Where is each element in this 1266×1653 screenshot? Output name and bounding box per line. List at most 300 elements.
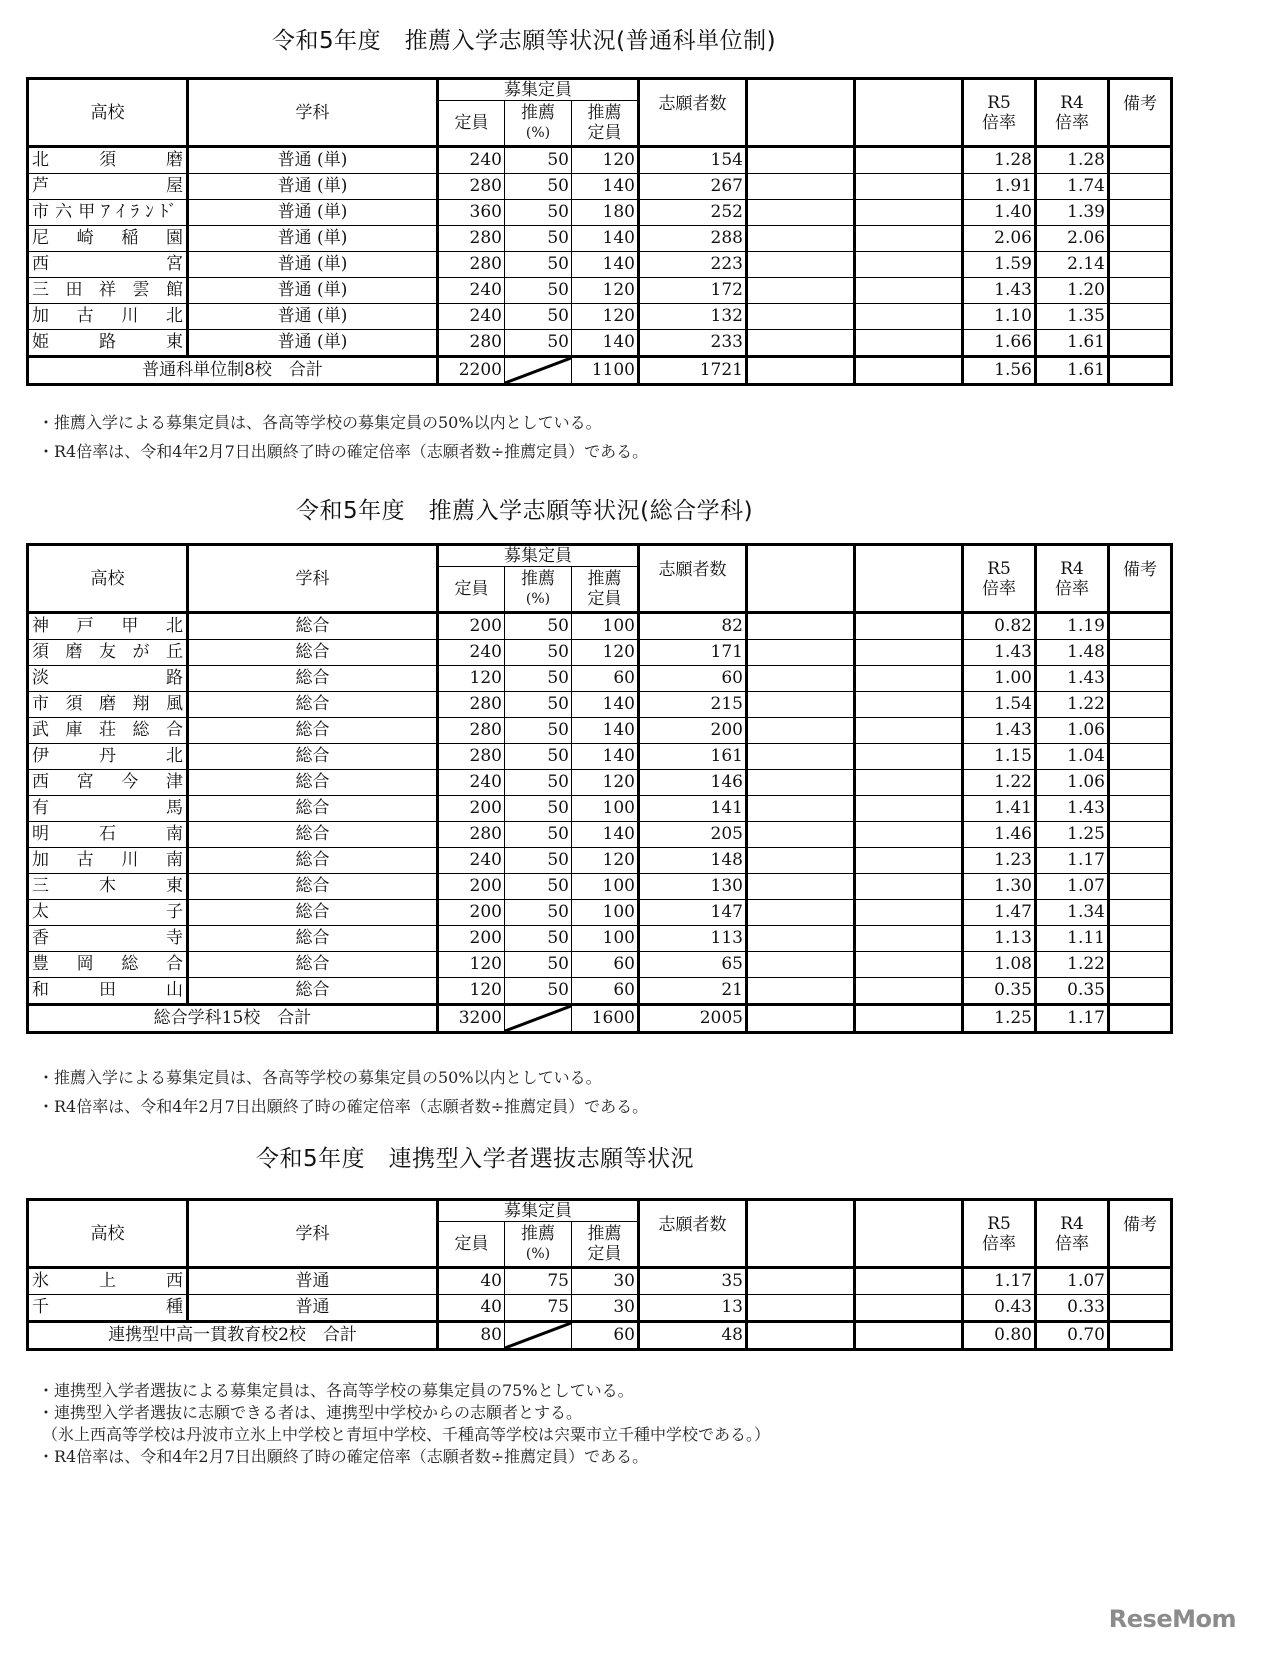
r5-ratio-value: 1.59	[963, 252, 1036, 278]
dept-name: 総合	[188, 848, 438, 874]
blank-cell	[855, 744, 963, 770]
header-school: 高校	[28, 545, 188, 613]
header-capacity: 定員	[438, 567, 505, 613]
school-name: 氷上西	[28, 1268, 188, 1295]
total-r4-ratio: 1.61	[1036, 357, 1109, 385]
total-row	[28, 1322, 1172, 1350]
blank-cell	[747, 744, 855, 770]
applicants-value: 141	[639, 796, 747, 822]
blank-cell	[747, 174, 855, 200]
table-row	[28, 978, 1172, 1005]
r5-ratio-value: 1.10	[963, 304, 1036, 330]
remarks-value	[1109, 330, 1172, 357]
remarks-value	[1109, 147, 1172, 174]
applicants-value: 13	[639, 1295, 747, 1322]
table-row	[28, 796, 1172, 822]
total-remarks	[1109, 357, 1172, 385]
table-row	[28, 744, 1172, 770]
dept-name: 総合	[188, 666, 438, 692]
rec-cap-value: 140	[572, 252, 639, 278]
applicants-value: 148	[639, 848, 747, 874]
rec-cap-value: 140	[572, 718, 639, 744]
r5-ratio-value: 1.43	[963, 718, 1036, 744]
r5-ratio-value: 1.91	[963, 174, 1036, 200]
rec-pct-value: 50	[505, 226, 572, 252]
remarks-value	[1109, 692, 1172, 718]
blank-cell	[747, 952, 855, 978]
r4-ratio-value: 2.06	[1036, 226, 1109, 252]
header-rec-cap: 推薦 定員	[572, 1222, 639, 1268]
school-name: 武庫荘総合	[28, 718, 188, 744]
r5-ratio-value: 1.30	[963, 874, 1036, 900]
table-row	[28, 666, 1172, 692]
section-title: 令和5年度 連携型入学者選抜志願等状況	[256, 1146, 695, 1172]
r5-ratio-value: 1.13	[963, 926, 1036, 952]
dept-name: 総合	[188, 822, 438, 848]
header-r5-ratio: R5 倍率	[963, 79, 1036, 147]
r4-ratio-value: 0.35	[1036, 978, 1109, 1005]
remarks-value	[1109, 304, 1172, 330]
r4-ratio-value: 1.28	[1036, 147, 1109, 174]
capacity-value: 360	[438, 200, 505, 226]
rec-cap-value: 100	[572, 874, 639, 900]
school-name: 加古川北	[28, 304, 188, 330]
r5-ratio-value: 1.00	[963, 666, 1036, 692]
blank-cell	[855, 252, 963, 278]
r5-ratio-value: 1.15	[963, 744, 1036, 770]
capacity-value: 240	[438, 304, 505, 330]
rec-pct-value: 50	[505, 796, 572, 822]
applicants-value: 252	[639, 200, 747, 226]
blank-cell	[747, 900, 855, 926]
r4-ratio-value: 1.34	[1036, 900, 1109, 926]
rec-pct-value: 50	[505, 822, 572, 848]
dept-name: 総合	[188, 926, 438, 952]
blank-cell	[855, 796, 963, 822]
table-row	[28, 278, 1172, 304]
applicants-value: 161	[639, 744, 747, 770]
blank-cell	[747, 1322, 855, 1350]
total-remarks	[1109, 1005, 1172, 1033]
total-r4-ratio: 1.17	[1036, 1005, 1109, 1033]
header-blank-1	[747, 1200, 855, 1268]
blank-cell	[747, 926, 855, 952]
r4-ratio-value: 1.35	[1036, 304, 1109, 330]
rec-pct-value: 50	[505, 718, 572, 744]
total-row	[28, 1005, 1172, 1033]
header-rec-pct: 推薦 (%)	[505, 101, 572, 147]
applicants-value: 130	[639, 874, 747, 900]
blank-cell	[747, 666, 855, 692]
header-remarks: 備考	[1109, 545, 1172, 613]
table-row	[28, 926, 1172, 952]
rec-pct-value: 50	[505, 874, 572, 900]
r4-ratio-value: 1.06	[1036, 718, 1109, 744]
table-row	[28, 640, 1172, 666]
remarks-value	[1109, 718, 1172, 744]
dept-name: 総合	[188, 692, 438, 718]
table-row	[28, 900, 1172, 926]
header-r5-ratio: R5 倍率	[963, 1200, 1036, 1268]
applicants-value: 171	[639, 640, 747, 666]
blank-cell	[747, 304, 855, 330]
remarks-value	[1109, 900, 1172, 926]
dept-name: 普通 (単)	[188, 330, 438, 357]
rec-cap-value: 140	[572, 692, 639, 718]
rec-cap-value: 60	[572, 952, 639, 978]
school-name: 明石南	[28, 822, 188, 848]
blank-cell	[855, 848, 963, 874]
diagonal-slash-cell	[505, 1005, 572, 1033]
header-applicants: 志願者数	[639, 1200, 747, 1268]
blank-cell	[855, 613, 963, 640]
blank-cell	[855, 226, 963, 252]
table-row	[28, 1295, 1172, 1322]
r5-ratio-value: 1.66	[963, 330, 1036, 357]
remarks-value	[1109, 1295, 1172, 1322]
r5-ratio-value: 1.43	[963, 640, 1036, 666]
dept-name: 普通 (単)	[188, 304, 438, 330]
total-r5-ratio: 1.56	[963, 357, 1036, 385]
table-row	[28, 200, 1172, 226]
capacity-value: 280	[438, 718, 505, 744]
r5-ratio-value: 1.08	[963, 952, 1036, 978]
rec-pct-value: 50	[505, 304, 572, 330]
remarks-value	[1109, 874, 1172, 900]
remarks-value	[1109, 226, 1172, 252]
table-row	[28, 226, 1172, 252]
capacity-value: 120	[438, 952, 505, 978]
r4-ratio-value: 1.43	[1036, 666, 1109, 692]
remarks-value	[1109, 848, 1172, 874]
r5-ratio-value: 2.06	[963, 226, 1036, 252]
table-row	[28, 692, 1172, 718]
r5-ratio-value: 1.46	[963, 822, 1036, 848]
capacity-value: 200	[438, 900, 505, 926]
header-r4-ratio: R4 倍率	[1036, 1200, 1109, 1268]
blank-cell	[855, 952, 963, 978]
rec-cap-value: 140	[572, 330, 639, 357]
total-label: 普通科単位制8校 合計	[28, 357, 438, 385]
school-name: 尼崎稲園	[28, 226, 188, 252]
applicants-value: 82	[639, 613, 747, 640]
table-row	[28, 252, 1172, 278]
blank-cell	[855, 926, 963, 952]
rec-cap-value: 60	[572, 978, 639, 1005]
r4-ratio-value: 1.39	[1036, 200, 1109, 226]
total-label: 連携型中高一貫教育校2校 合計	[28, 1322, 438, 1350]
rec-pct-value: 75	[505, 1268, 572, 1295]
blank-cell	[855, 174, 963, 200]
remarks-value	[1109, 926, 1172, 952]
total-label: 総合学科15校 合計	[28, 1005, 438, 1033]
blank-cell	[747, 330, 855, 357]
capacity-value: 280	[438, 252, 505, 278]
blank-cell	[747, 692, 855, 718]
header-blank-2	[855, 79, 963, 147]
blank-cell	[747, 357, 855, 385]
section-title: 令和5年度 推薦入学志願等状況(普通科単位制)	[272, 28, 777, 54]
school-name: 伊丹北	[28, 744, 188, 770]
total-remarks	[1109, 1322, 1172, 1350]
dept-name: 普通 (単)	[188, 174, 438, 200]
remarks-value	[1109, 978, 1172, 1005]
rec-cap-value: 120	[572, 770, 639, 796]
table-row	[28, 330, 1172, 357]
table-row	[28, 770, 1172, 796]
table-row	[28, 147, 1172, 174]
remarks-value	[1109, 770, 1172, 796]
header-row	[28, 1200, 1172, 1222]
total-r5-ratio: 1.25	[963, 1005, 1036, 1033]
header-remarks: 備考	[1109, 79, 1172, 147]
header-rec-pct: 推薦 (%)	[505, 567, 572, 613]
rec-pct-value: 50	[505, 200, 572, 226]
applicants-value: 113	[639, 926, 747, 952]
r5-ratio-value: 1.40	[963, 200, 1036, 226]
school-name: 須磨友が丘	[28, 640, 188, 666]
blank-cell	[747, 822, 855, 848]
header-recruit-group: 募集定員	[438, 545, 639, 567]
r5-ratio-value: 1.23	[963, 848, 1036, 874]
school-name: 西宮	[28, 252, 188, 278]
blank-cell	[855, 330, 963, 357]
school-name: 千種	[28, 1295, 188, 1322]
blank-cell	[855, 666, 963, 692]
dept-name: 総合	[188, 874, 438, 900]
footnote: ・R4倍率は、令和4年2月7日出願終了時の確定倍率（志願者数÷推薦定員）である。	[38, 442, 649, 461]
header-recruit-group: 募集定員	[438, 79, 639, 101]
dept-name: 総合	[188, 978, 438, 1005]
dept-name: 普通	[188, 1268, 438, 1295]
school-name: 三木東	[28, 874, 188, 900]
r5-ratio-value: 1.47	[963, 900, 1036, 926]
remarks-value	[1109, 952, 1172, 978]
applications-table	[26, 77, 1173, 386]
blank-cell	[855, 304, 963, 330]
resemom-logo: ReseMom	[1108, 1605, 1236, 1633]
blank-cell	[747, 1268, 855, 1295]
capacity-value: 280	[438, 226, 505, 252]
rec-cap-value: 120	[572, 278, 639, 304]
rec-pct-value: 50	[505, 147, 572, 174]
header-school: 高校	[28, 79, 188, 147]
capacity-value: 40	[438, 1295, 505, 1322]
dept-name: 総合	[188, 744, 438, 770]
school-name: 三田祥雲館	[28, 278, 188, 304]
capacity-value: 280	[438, 692, 505, 718]
r5-ratio-value: 0.82	[963, 613, 1036, 640]
r4-ratio-value: 0.33	[1036, 1295, 1109, 1322]
remarks-value	[1109, 640, 1172, 666]
header-capacity: 定員	[438, 1222, 505, 1268]
rec-pct-value: 50	[505, 330, 572, 357]
header-remarks: 備考	[1109, 1200, 1172, 1268]
applicants-value: 233	[639, 330, 747, 357]
diagonal-line-icon	[505, 358, 571, 383]
r4-ratio-value: 1.04	[1036, 744, 1109, 770]
rec-cap-value: 120	[572, 304, 639, 330]
applicants-value: 205	[639, 822, 747, 848]
blank-cell	[747, 770, 855, 796]
blank-cell	[855, 718, 963, 744]
rec-pct-value: 50	[505, 252, 572, 278]
header-rec-cap: 推薦 定員	[572, 101, 639, 147]
applicants-value: 200	[639, 718, 747, 744]
rec-cap-value: 140	[572, 226, 639, 252]
remarks-value	[1109, 278, 1172, 304]
remarks-value	[1109, 174, 1172, 200]
applicants-value: 21	[639, 978, 747, 1005]
footnote: ・推薦入学による募集定員は、各高等学校の募集定員の50%以内としている。	[38, 413, 602, 432]
capacity-value: 280	[438, 330, 505, 357]
applicants-value: 146	[639, 770, 747, 796]
r4-ratio-value: 1.11	[1036, 926, 1109, 952]
dept-name: 総合	[188, 718, 438, 744]
dept-name: 総合	[188, 900, 438, 926]
capacity-value: 280	[438, 744, 505, 770]
school-name: 姫路東	[28, 330, 188, 357]
applicants-value: 147	[639, 900, 747, 926]
blank-cell	[747, 640, 855, 666]
rec-cap-value: 120	[572, 640, 639, 666]
blank-cell	[855, 822, 963, 848]
blank-cell	[747, 1295, 855, 1322]
school-name: 市六甲ｱｲﾗﾝﾄﾞ	[28, 200, 188, 226]
rec-pct-value: 50	[505, 744, 572, 770]
blank-cell	[855, 640, 963, 666]
footnote: （氷上西高等学校は丹波市立氷上中学校と青垣中学校、千種高等学校は宍粟市立千種中学校である。）	[42, 1425, 771, 1444]
blank-cell	[855, 1005, 963, 1033]
dept-name: 普通 (単)	[188, 226, 438, 252]
remarks-value	[1109, 666, 1172, 692]
school-name: 香寺	[28, 926, 188, 952]
blank-cell	[747, 978, 855, 1005]
applicants-value: 65	[639, 952, 747, 978]
header-rec-pct: 推薦 (%)	[505, 1222, 572, 1268]
capacity-value: 120	[438, 666, 505, 692]
table-row	[28, 822, 1172, 848]
blank-cell	[747, 226, 855, 252]
diagonal-line-icon	[505, 1323, 571, 1348]
rec-cap-value: 100	[572, 613, 639, 640]
header-blank-1	[747, 79, 855, 147]
r5-ratio-value: 1.43	[963, 278, 1036, 304]
header-dept: 学科	[188, 79, 438, 147]
rec-cap-value: 140	[572, 174, 639, 200]
rec-pct-value: 50	[505, 692, 572, 718]
remarks-value	[1109, 252, 1172, 278]
blank-cell	[747, 848, 855, 874]
r5-ratio-value: 1.28	[963, 147, 1036, 174]
rec-cap-value: 100	[572, 926, 639, 952]
capacity-value: 240	[438, 848, 505, 874]
capacity-value: 200	[438, 796, 505, 822]
rec-pct-value: 50	[505, 174, 572, 200]
table-row	[28, 174, 1172, 200]
diagonal-slash-cell	[505, 357, 572, 385]
rec-pct-value: 50	[505, 952, 572, 978]
dept-name: 普通 (単)	[188, 278, 438, 304]
r4-ratio-value: 1.19	[1036, 613, 1109, 640]
school-name: 北須磨	[28, 147, 188, 174]
blank-cell	[747, 147, 855, 174]
rec-pct-value: 50	[505, 926, 572, 952]
table-row	[28, 613, 1172, 640]
r4-ratio-value: 1.22	[1036, 952, 1109, 978]
applicants-value: 132	[639, 304, 747, 330]
applications-table	[26, 1198, 1173, 1351]
blank-cell	[855, 900, 963, 926]
table-row	[28, 718, 1172, 744]
capacity-value: 280	[438, 822, 505, 848]
total-r4-ratio: 0.70	[1036, 1322, 1109, 1350]
blank-cell	[855, 278, 963, 304]
rec-cap-value: 100	[572, 796, 639, 822]
r5-ratio-value: 0.43	[963, 1295, 1036, 1322]
total-applicants: 2005	[639, 1005, 747, 1033]
rec-cap-value: 120	[572, 848, 639, 874]
blank-cell	[747, 718, 855, 744]
remarks-value	[1109, 822, 1172, 848]
footnote: ・連携型入学者選抜に志願できる者は、連携型中学校からの志願者とする。	[38, 1403, 583, 1422]
footnote: ・R4倍率は、令和4年2月7日出願終了時の確定倍率（志願者数÷推薦定員）である。	[38, 1097, 649, 1116]
school-name: 太子	[28, 900, 188, 926]
total-applicants: 1721	[639, 357, 747, 385]
header-blank-2	[855, 545, 963, 613]
school-name: 市須磨翔風	[28, 692, 188, 718]
applicants-value: 267	[639, 174, 747, 200]
dept-name: 普通 (単)	[188, 200, 438, 226]
r5-ratio-value: 1.41	[963, 796, 1036, 822]
r4-ratio-value: 1.07	[1036, 1268, 1109, 1295]
r5-ratio-value: 0.35	[963, 978, 1036, 1005]
applicants-value: 154	[639, 147, 747, 174]
remarks-value	[1109, 200, 1172, 226]
capacity-value: 240	[438, 147, 505, 174]
applicants-value: 223	[639, 252, 747, 278]
blank-cell	[747, 796, 855, 822]
capacity-value: 40	[438, 1268, 505, 1295]
blank-cell	[855, 1322, 963, 1350]
rec-cap-value: 140	[572, 744, 639, 770]
section-title: 令和5年度 推薦入学志願等状況(総合学科)	[296, 498, 754, 524]
rec-cap-value: 100	[572, 900, 639, 926]
total-capacity: 2200	[438, 357, 505, 385]
rec-pct-value: 50	[505, 613, 572, 640]
table-row	[28, 874, 1172, 900]
capacity-value: 200	[438, 613, 505, 640]
r4-ratio-value: 1.07	[1036, 874, 1109, 900]
remarks-value	[1109, 796, 1172, 822]
r4-ratio-value: 1.25	[1036, 822, 1109, 848]
r4-ratio-value: 1.20	[1036, 278, 1109, 304]
header-capacity: 定員	[438, 101, 505, 147]
school-name: 西宮今津	[28, 770, 188, 796]
r4-ratio-value: 1.17	[1036, 848, 1109, 874]
total-applicants: 48	[639, 1322, 747, 1350]
rec-cap-value: 140	[572, 822, 639, 848]
rec-cap-value: 180	[572, 200, 639, 226]
applicants-value: 215	[639, 692, 747, 718]
header-row	[28, 79, 1172, 101]
diagonal-line-icon	[505, 1006, 571, 1031]
blank-cell	[855, 770, 963, 796]
r4-ratio-value: 1.61	[1036, 330, 1109, 357]
total-capacity: 80	[438, 1322, 505, 1350]
r4-ratio-value: 1.06	[1036, 770, 1109, 796]
blank-cell	[855, 692, 963, 718]
